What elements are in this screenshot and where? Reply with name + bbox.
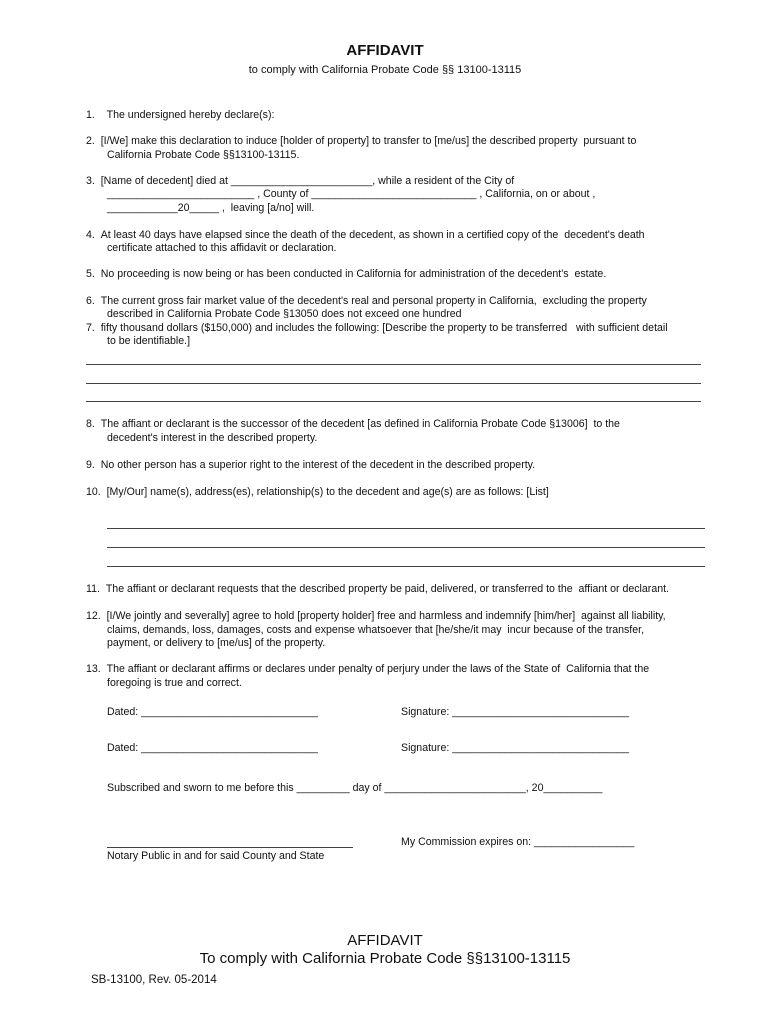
item-7-text: 7. fifty thousand dollars ($150,000) and includes the following: [Describe the property to be transferred with sufficient detail bbox=[86, 322, 668, 334]
notary-caption: Notary Public in and for said County and State bbox=[107, 850, 325, 862]
item-13-text-cont: foregoing is true and correct. bbox=[107, 677, 242, 689]
document-subtitle: to comply with California Probate Code §§ 13100-13115 bbox=[248, 64, 522, 76]
footer-title: AFFIDAVIT bbox=[347, 932, 423, 949]
notary-signature-line[interactable] bbox=[107, 847, 353, 848]
item-10-text: 10. [My/Our] name(s), address(es), relationship(s) to the decedent and age(s) are as follows: [List] bbox=[86, 486, 549, 498]
form-id: SB-13100, Rev. 05-2014 bbox=[91, 974, 217, 986]
item-5-text: 5. No proceeding is now being or has been conducted in California for administration of the decedent's estate. bbox=[86, 268, 607, 280]
item-2-text-cont: California Probate Code §§13100-13115. bbox=[107, 149, 300, 161]
footer-subtitle: To comply with California Probate Code §§13100-13115 bbox=[199, 950, 571, 967]
document-title: AFFIDAVIT bbox=[346, 42, 424, 59]
property-line-2[interactable] bbox=[86, 383, 701, 384]
item-3-text-cont: _________________________ , County of ____________________________ , California, on or about , bbox=[107, 188, 596, 200]
item-6-text: 6. The current gross fair market value of the decedent's real and personal property in California, excluding the property bbox=[86, 295, 647, 307]
commission-expires-field[interactable]: My Commission expires on: _________________ bbox=[401, 836, 635, 848]
item-11-text: 11. The affiant or declarant requests that the described property be paid, delivered, or transferred to the affiant or declarant. bbox=[86, 583, 670, 595]
property-line-1[interactable] bbox=[86, 364, 701, 365]
item-12-text: 12. [I/We jointly and severally] agree to hold [property holder] free and harmless and indemnify [him/her] against all liability, bbox=[86, 610, 666, 622]
successor-line-3[interactable] bbox=[107, 566, 705, 567]
item-4-text-cont: certificate attached to this affidavit or declaration. bbox=[107, 242, 337, 254]
signature-field-2[interactable]: Signature: ______________________________ bbox=[401, 742, 629, 754]
item-3-text: 3. [Name of decedent] died at ________________________, while a resident of the City of bbox=[86, 175, 515, 187]
item-13-text: 13. The affiant or declarant affirms or declares under penalty of perjury under the laws of the State of California that the bbox=[86, 663, 650, 675]
item-12-text-cont-2: payment, or delivery to [me/us] of the property. bbox=[107, 637, 326, 649]
item-9-text: 9. No other person has a superior right to the interest of the decedent in the described property. bbox=[86, 459, 536, 471]
dated-field-2[interactable]: Dated: ______________________________ bbox=[107, 742, 318, 754]
dated-field-1[interactable]: Dated: ______________________________ bbox=[107, 706, 318, 718]
signature-field-1[interactable]: Signature: ______________________________ bbox=[401, 706, 629, 718]
property-line-3[interactable] bbox=[86, 401, 701, 402]
successor-line-2[interactable] bbox=[107, 547, 705, 548]
item-6-text-cont: described in California Probate Code §13050 does not exceed one hundred bbox=[107, 308, 462, 320]
item-3-text-date: ____________20_____ , leaving [a/no] will. bbox=[107, 202, 315, 214]
item-7-text-cont: to be identifiable.] bbox=[107, 335, 191, 347]
item-1-text: 1. The undersigned hereby declare(s): bbox=[86, 109, 275, 121]
item-8-text: 8. The affiant or declarant is the successor of the decedent [as defined in California Probate Code §13006] to the bbox=[86, 418, 620, 430]
item-2-text: 2. [I/We] make this declaration to induce [holder of property] to transfer to [me/us] the described property pursuant to bbox=[86, 135, 637, 147]
successor-line-1[interactable] bbox=[107, 528, 705, 529]
subscribed-sworn-field[interactable]: Subscribed and sworn to me before this _________ day of ________________________, 20__________ bbox=[107, 782, 603, 794]
item-8-text-cont: decedent's interest in the described property. bbox=[107, 432, 318, 444]
item-12-text-cont: claims, demands, loss, damages, costs and expense whatsoever that [he/she/it may incur because of the transfer, bbox=[107, 624, 645, 636]
item-4-text: 4. At least 40 days have elapsed since the death of the decedent, as shown in a certified copy of the decedent's death bbox=[86, 229, 645, 241]
